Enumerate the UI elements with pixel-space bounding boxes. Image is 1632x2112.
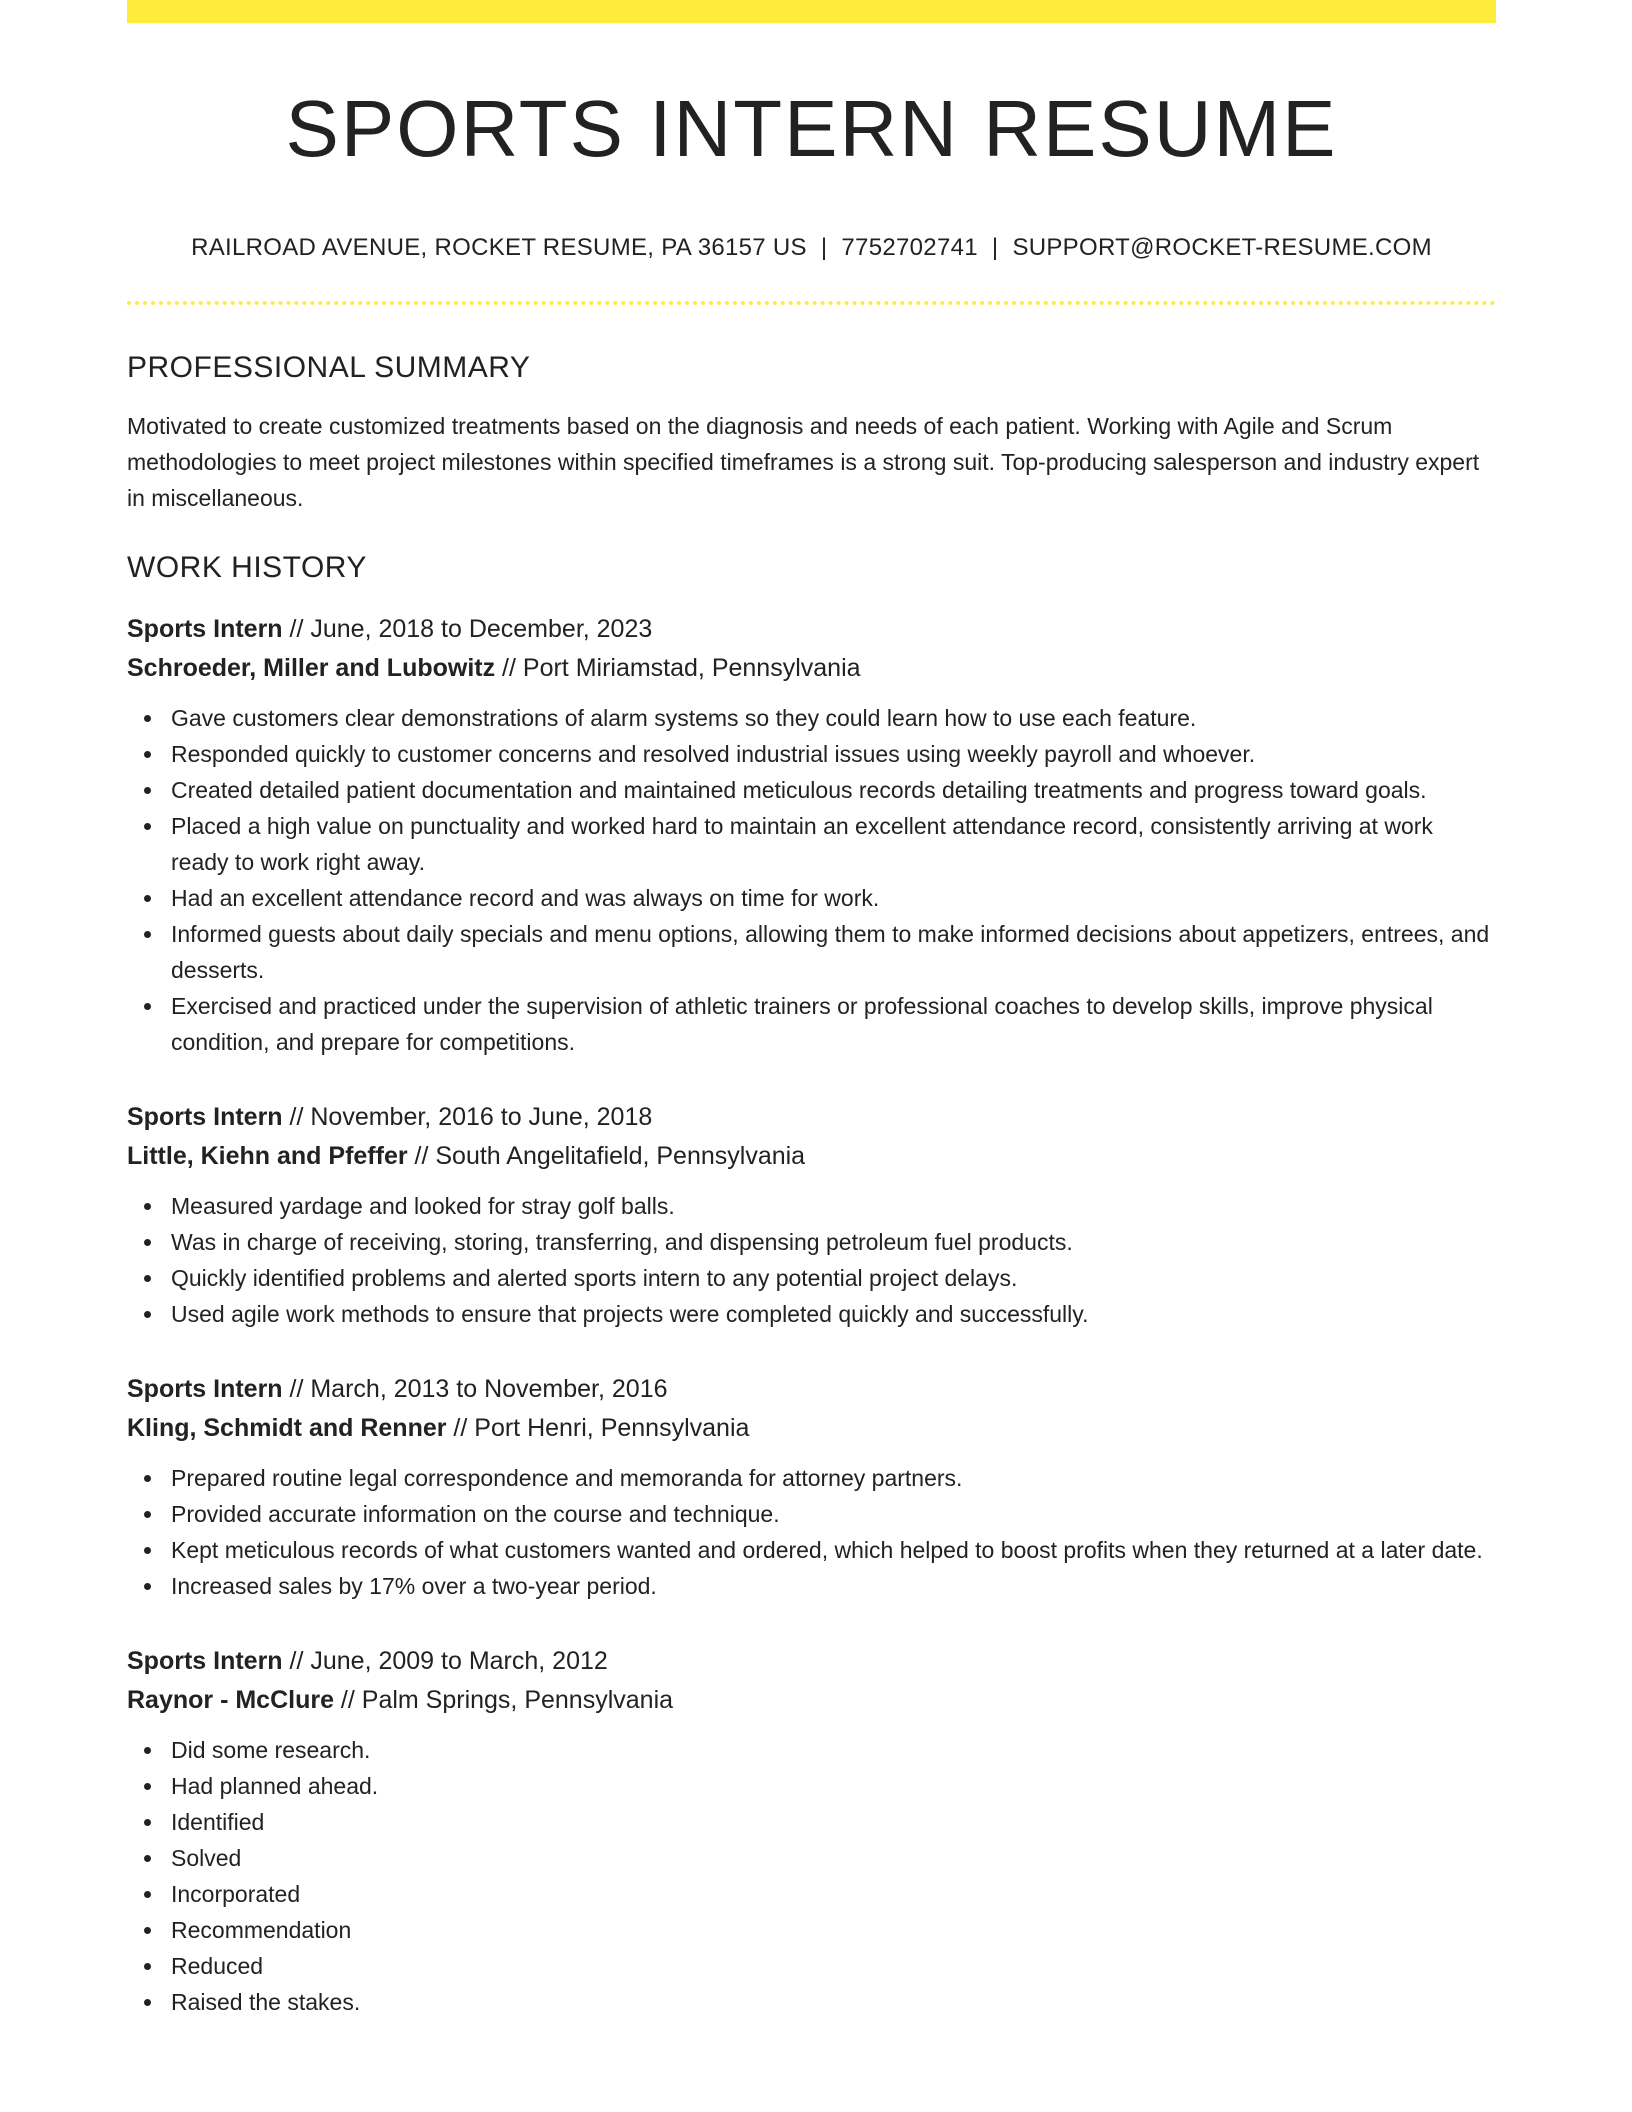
job-duties [127,700,1496,1060]
job-location: // Port Miriamstad, Pennsylvania [495,654,861,682]
top-accent-bar [127,0,1496,23]
job-company: Kling, Schmidt and Renner [127,1414,447,1442]
job-company-line [127,1137,1496,1176]
work-history-list [127,610,1496,2020]
job-title-line [127,1370,1496,1409]
job-title: Sports Intern [127,1647,283,1675]
job-company-line [127,649,1496,688]
duty-item: Responded quickly to customer concerns and resolved industrial issues using weekly payroll and whoever. [171,736,1496,772]
contact-email: SUPPORT@ROCKET-RESUME.COM [1012,234,1432,261]
job-entry [127,610,1496,1060]
work-history-heading: WORK HISTORY [127,551,367,584]
job-entry [127,1642,1496,2020]
job-duties [127,1460,1496,1604]
duty-item: Exercised and practiced under the supervision of athletic trainers or professional coaches to develop skills, improve physical condition, and prepare for competitions. [171,988,1496,1060]
summary-text: Motivated to create customized treatments based on the diagnosis and needs of each patient. Working with Agile and Scrum methodologies to meet project milestones within specified timeframes is a strong suit. Top-producing salesperson and industry expert in miscellaneous. [127,413,1480,511]
job-duties [127,1732,1496,2020]
job-title: Sports Intern [127,615,283,643]
duty-item: Incorporated [171,1876,1496,1912]
duty-item: Reduced [171,1948,1496,1984]
duty-item: Increased sales by 17% over a two-year period. [171,1568,1496,1604]
job-title-line [127,610,1496,649]
duty-item: Solved [171,1840,1496,1876]
contact-line [127,233,1496,263]
duty-item: Kept meticulous records of what customers wanted and ordered, which helped to boost profits when they returned at a later date. [171,1532,1496,1568]
duty-item: Used agile work methods to ensure that projects were completed quickly and successfully. [171,1296,1496,1332]
job-dates: // June, 2018 to December, 2023 [282,615,653,643]
job-location: // South Angelitafield, Pennsylvania [407,1142,806,1170]
job-company: Raynor - McClure [127,1686,334,1714]
job-title-line [127,1642,1496,1681]
duty-item: Gave customers clear demonstrations of alarm systems so they could learn how to use each feature. [171,700,1496,736]
job-company: Schroeder, Miller and Lubowitz [127,654,496,682]
contact-separator: | [991,234,999,261]
duty-item: Raised the stakes. [171,1984,1496,2020]
duty-item: Provided accurate information on the course and technique. [171,1496,1496,1532]
duty-item: Had an excellent attendance record and was always on time for work. [171,880,1496,916]
duty-item: Created detailed patient documentation and maintained meticulous records detailing treatments and progress toward goals. [171,772,1496,808]
contact-phone: 7752702741 [841,234,978,261]
duty-item: Did some research. [171,1732,1496,1768]
job-dates: // March, 2013 to November, 2016 [282,1375,668,1403]
summary-heading: PROFESSIONAL SUMMARY [127,351,531,384]
duty-item: Was in charge of receiving, storing, transferring, and dispensing petroleum fuel products. [171,1224,1496,1260]
job-entry [127,1098,1496,1332]
resume-title: SPORTS INTERN RESUME [285,84,1338,173]
contact-separator: | [820,234,828,261]
duty-item: Had planned ahead. [171,1768,1496,1804]
job-location: // Palm Springs, Pennsylvania [333,1686,674,1714]
duty-item: Recommendation [171,1912,1496,1948]
job-dates: // June, 2009 to March, 2012 [282,1647,608,1675]
job-title: Sports Intern [127,1103,283,1131]
contact-address: RAILROAD AVENUE, ROCKET RESUME, PA 36157 US [191,234,807,261]
job-title-line [127,1098,1496,1137]
duty-item: Identified [171,1804,1496,1840]
job-location: // Port Henri, Pennsylvania [446,1414,750,1442]
job-company-line [127,1681,1496,1720]
duty-item: Prepared routine legal correspondence and memoranda for attorney partners. [171,1460,1496,1496]
job-entry [127,1370,1496,1604]
job-company: Little, Kiehn and Pfeffer [127,1142,408,1170]
resume-page [127,0,1496,2020]
job-company-line [127,1409,1496,1448]
duty-item: Measured yardage and looked for stray golf balls. [171,1188,1496,1224]
job-dates: // November, 2016 to June, 2018 [282,1103,653,1131]
duty-item: Informed guests about daily specials and menu options, allowing them to make informed decisions about appetizers, entrees, and desserts. [171,916,1496,988]
job-title: Sports Intern [127,1375,283,1403]
duty-item: Placed a high value on punctuality and worked hard to maintain an excellent attendance record, consistently arriving at work ready to work right away. [171,808,1496,880]
header-divider [127,301,1496,305]
duty-item: Quickly identified problems and alerted sports intern to any potential project delays. [171,1260,1496,1296]
job-duties [127,1188,1496,1332]
